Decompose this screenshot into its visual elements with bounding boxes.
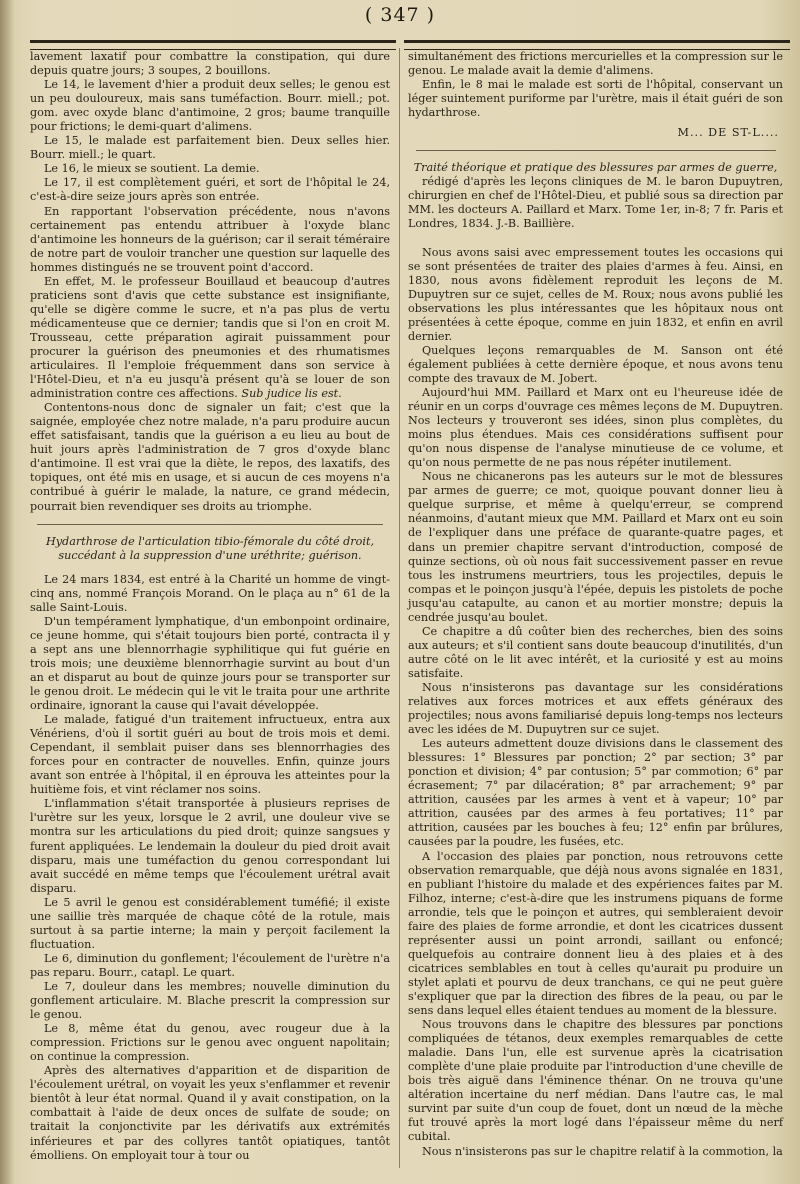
paragraph: Quelques leçons remarquables de M. Sanson ont été également publiées à cette dernière époque, et nous avons tenu compte des travaux de M. Jobert. — [408, 343, 783, 385]
paragraph: Le 17, il est complètement guéri, et sort de l'hôpital le 24, c'est-à-dire seize jours après son entrée. — [30, 176, 390, 204]
paragraph: Nous n'insisterons pas sur le chapitre relatif à la commotion, la — [422, 1144, 783, 1158]
right-column — [408, 50, 783, 1159]
paragraph: lavement laxatif pour combattre la constipation, qui dure depuis quatre jours; 3 soupes, 2 bouillons. — [30, 50, 390, 78]
paragraph: Nous avons saisi avec empressement toutes les occasions qui se sont présentées de traiter des plaies d'armes à feu. Ainsi, en 1830, nous avons fidèlement reproduit les leçons de M. Dupuytren sur ce sujet, celles de M. Roux; nous avons publié les observations les plus intéressantes que les hôpitaux nous ont présentées à cette époque, comme en juin 1832, et enfin en avril dernier. — [408, 245, 783, 343]
paragraph: Nous n'insisterons pas davantage sur les considérations relatives aux forces motrices et aux effets généraux des projectiles; nous avons familiarisé depuis long-temps nos lecteurs avec les idées de M. Dupuytren sur ce sujet. — [408, 680, 783, 737]
author-signature: M... DE ST-L.... — [677, 126, 779, 140]
paragraph: Le malade, fatigué d'un traitement infructueux, entra aux Vénériens, d'où il sortit guéri au bout de trois mois et demi. Cependant, il semblait puiser dans ses blennorrhagies des forces pour en contracter de nouvelles. Enfin, quinze jours avant son entrée à l'hôpital, il en éprouva les atteintes pour la huitième fois, et vint réclamer nos soins. — [30, 713, 390, 797]
section-divider — [416, 150, 776, 151]
paragraph: Le 8, même état du genou, avec rougeur due à la compression. Frictions sur le genou avec onguent napolitain; on continue la compression. — [30, 1022, 390, 1064]
spacer — [408, 232, 783, 246]
paragraph: En rapportant l'observation précédente, nous n'avons certainement pas entendu attribuer à l'oxyde blanc d'antimoine les honneurs de la guérison; car il serait téméraire de notre part de vouloir trancher une question sur laquelle des hommes distingués ne se trouvent point d'accord. — [30, 204, 390, 274]
paragraph: Le 24 mars 1834, est entré à la Charité un homme de vingt-cinq ans, nommé François Morand. On le plaça au n° 61 de la salle Saint-Louis. — [30, 572, 390, 614]
left-column — [30, 50, 390, 1163]
latin-phrase: Sub judice lis est. — [241, 387, 342, 401]
paragraph: Les auteurs admettent douze divisions dans le classement des blessures: 1° Blessures par ponction; 2° par section; 3° par ponction et division; 4° par contusion; 5° par commotion; 6° par écrasement; 7° par dilacération; 8° par arrachement; 9° par attrition, causées par les armes à vent et à vapeur; 10° par attrition, causées par des armes à feu portatives; 11° par attrition, causées par les bouches à feu; 12° enfin par brûlures, causées par la poudre, les fusées, etc. — [408, 737, 783, 849]
paragraph: Le 5 avril le genou est considérablement tuméfié; il existe une saillie très marquée de chaque côté de la rotule, mais surtout à sa partie interne; la main y perçoit facilement la fluctuation. — [30, 895, 390, 951]
section-divider — [37, 524, 383, 525]
review-bibliography: rédigé d'après les leçons cliniques de M. le baron Dupuytren, chirurgien en chef de l'Hôtel-Dieu, et publié sous sa direction par MM. les docteurs A. Paillard et Marx. Tome 1er, in-8; 7 fr. Paris et Londres, 1834. J.-B. Baillière. — [408, 175, 783, 231]
paragraph: Aujourd'hui MM. Paillard et Marx ont eu l'heureuse idée de réunir en un corps d'ouvrage ces mêmes leçons de M. Dupuytren. Nos lecteurs y trouveront ses idées, sinon plus complètes, du moins plus étendues. Mais ces considérations suffisent pour qu'on nous dispense de l'analyse minutieuse de ce volume, et qu'on nous permette de ne pas nous répéter inutilement. — [408, 385, 783, 470]
paragraph: A l'occasion des plaies par ponction, nous retrouvons cette observation remarquable, que déjà nous avons signalée en 1831, en publiant l'histoire du malade et des expériences faites par M. Filhoz, interne; c'est-à-dire que les instrumens piquans de forme arrondie, tels que le poinçon et autres, qui sembleraient devoir faire des plaies de forme arrondie, et dont les cicatrices dussent représenter aussi un point arrondi, saillant ou enfoncé; quelquefois au contraire donnent lieu à des plaies et à des cicatrices semblables en tout à celles qu'aurait pu produire un stylet aplati et pourvu de deux tranchans, ce qui ne peut guère s'expliquer que par la direction des fibres de la peau, ou par le sens dans lequel elles étaient tendues au moment de la blessure. — [408, 849, 783, 1018]
column-separator — [399, 48, 400, 1168]
paragraph: Enfin, le 8 mai le malade est sorti de l'hôpital, conservant un léger suintement puriforme par l'urètre, mais il était guéri de son hydarthrose. — [408, 78, 783, 120]
paragraph: Ce chapitre a dû coûter bien des recherches, bien des soins aux auteurs; et s'il contient sans doute beaucoup d'inutilités, d'un autre côté on le lit avec intérêt, et la curiosité y est au moins satisfaite. — [408, 624, 783, 680]
header-rule-right — [404, 40, 790, 50]
article-heading: Hydarthrose de l'articulation tibio-fémorale du côté droit, succédant à la suppression d'une uréthrite; guérison. — [45, 534, 374, 562]
paragraph: Contentons-nous donc de signaler un fait; c'est que la saignée, employée chez notre malade, n'a paru produire aucun effet satisfaisant, tandis que la guérison a eu lieu au bout de huit jours après l'administration de 7 gros d'oxyde blanc d'antimoine. Il est vrai que la diète, le repos, des laxatifs, des topiques, ont été mis en usage, et si aucun de ces moyens n'a contribué à guérir le malade, la nature, ce grand médecin, pourrait bien revendiquer ses droits au triomphe. — [30, 401, 390, 513]
paragraph: Le 14, le lavement d'hier a produit deux selles; le genou est un peu douloureux, mais sans tuméfaction. Bourr. miell.; pot. gom. avec oxyde blanc d'antimoine, 2 gros; baume tranquille pour frictions; le demi-quart d'alimens. — [30, 78, 390, 134]
paragraph: Le 16, le mieux se soutient. La demie. — [44, 162, 260, 176]
paragraph: Le 15, le malade est parfaitement bien. Deux selles hier. Bourr. miell.; le quart. — [30, 134, 390, 162]
paragraph — [30, 275, 390, 401]
paragraph: Nous ne chicanerons pas les auteurs sur le mot de blessures par armes de guerre; ce mot, quoique pouvant donner lieu à quelque surprise, et même à quelqu'erreur, se comprend néanmoins, d'autant mieux que MM. Paillard et Marx ont eu soin de l'expliquer dans une préface de quarante-quatre pages, et dans un premier chapitre servant d'introduction, composé de quinze sections, où où nous fait successivement passer en revue tous les instrumens meurtriers, tous les projectiles, depuis le compas et le poinçon jusqu'à l'épée, depuis les pistolets de poche jusqu'au catapulte, au canon et au mortier monstre; depuis la cendrée jusqu'au boulet. — [408, 470, 783, 624]
paragraph: Après des alternatives d'apparition et de disparition de l'écoulement urétral, on voyait les yeux s'enflammer et revenir bientôt à leur état normal. Quand il y avait constipation, on la combattait à l'aide de deux onces de sulfate de soude; on traitait la conjonctivite par les dérivatifs aux extrémités inférieures et par des collyres tantôt opiatiques, tantôt émolliens. On employait tour à tour ou — [30, 1064, 390, 1162]
paragraph: L'inflammation s'était transportée à plusieurs reprises de l'urètre sur les yeux, lorsque le 2 avril, une douleur vive se montra sur les articulations du pied droit; quinze sangsues y furent appliquées. Le lendemain la douleur du pied droit avait disparu, mais une tuméfaction du genou correspondant lui avait succédé en même temps que l'écoulement urétral avait disparu. — [30, 797, 390, 895]
header-rule-left — [30, 40, 396, 50]
paragraph: D'un tempérament lymphatique, d'un embonpoint ordinaire, ce jeune homme, qui s'était toujours bien porté, contracta il y a sept ans une blennorrhagie syphilitique qui fut guérie en trois mois; une deuxième blennorrhagie survint au bout d'un an et disparut au bout de quinze jours pour se transporter sur le genou droit. Le médecin qui le vit le traita pour une arthrite ordinaire, ignorant la cause qui l'avait développée. — [30, 614, 390, 713]
paragraph: Le 7, douleur dans les membres; nouvelle diminution du gonflement articulaire. M. Blache prescrit la compression sur le genou. — [30, 980, 390, 1022]
page-number: ( 347 ) — [364, 4, 436, 26]
paragraph-text: En effet, M. le professeur Bouillaud et beaucoup d'autres praticiens sont d'avis que cette substance est insignifiante, qu'elle se digère comme le sucre, et n'a pas plus de vertu médicamenteuse que ce dernier; tandis que si l'on en croit M. Trousseau, cette préparation agirait puissamment pour procurer la guérison des pneumonies et des rhumatismes articulaires. Il l'emploie fréquemment dans son service à l'Hôtel-Dieu, et n'a eu jusqu'à présent qu'à se louer de son administration contre ces affections. — [30, 274, 390, 401]
paragraph: Nous trouvons dans le chapitre des blessures par ponctions compliquées de tétanos, deux exemples remarquables de cette maladie. Dans l'un, elle est survenue après la cicatrisation complète d'une plaie produite par l'introduction d'une cheville de bois très aiguë dans l'éminence thénar. On ne trouva qu'une altération incertaine du nerf médian. Dans l'autre cas, le mal survint par suite d'un coup de fouet, dont un nœud de la mèche fut trouvé après la mort logé dans l'épaisseur même du nerf cubital. — [408, 1018, 783, 1144]
paragraph: simultanément des frictions mercurielles et la compression sur le genou. Le malade avait la demie d'alimens. — [408, 50, 783, 78]
binding-shadow — [0, 0, 14, 1184]
paragraph: Le 6, diminution du gonflement; l'écoulement de l'urètre n'a pas reparu. Bourr., catapl. Le quart. — [30, 951, 390, 979]
spacer — [30, 563, 390, 573]
review-title: Traité théorique et pratique des blessures par armes de guerre, — [413, 161, 778, 175]
